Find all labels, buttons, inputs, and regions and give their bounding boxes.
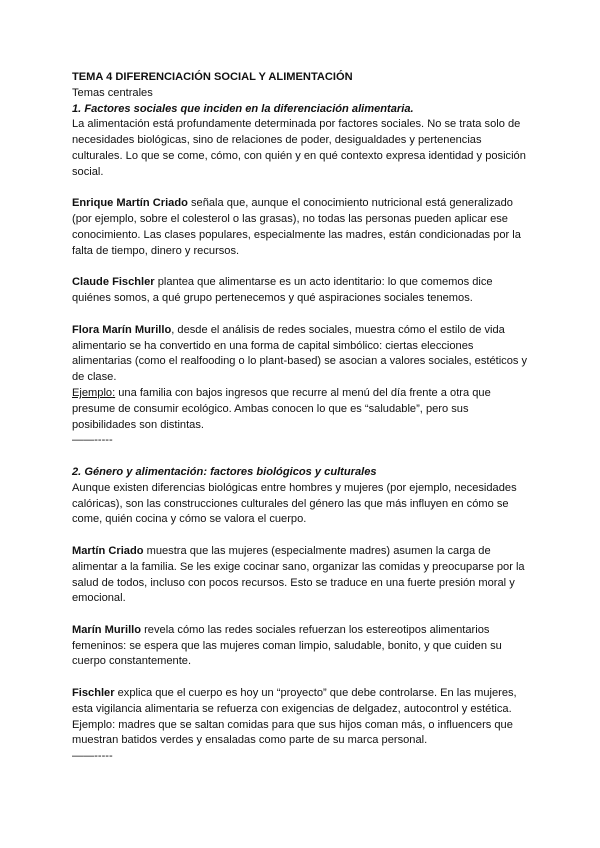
section-1-paragraph-criado <box>72 196 532 259</box>
section-2-paragraph-criado <box>72 544 532 607</box>
section-2-paragraph-marin <box>72 623 532 670</box>
example-label: Ejemplo: <box>72 386 116 399</box>
author-name: Marín Murillo <box>72 623 142 636</box>
author-name: Claude Fischler <box>72 276 155 289</box>
author-name: Martín Criado <box>72 544 144 557</box>
paragraph-text: revela cómo las redes sociales refuerzan los estereotipos alimentarios femeninos: se espera que las mujeres coman limpio, saludable, bonito, y que cuiden su cuerpo constantemente. <box>72 623 502 668</box>
paragraph-text: explica que el cuerpo es hoy un “proyecto” que debe controlarse. En las mujeres, esta vigilancia alimentaria se refuerza con exigencias de delgadez, autocontrol y estética. <box>72 687 517 715</box>
author-name: Enrique Martín Criado <box>72 197 188 210</box>
section-2-example: Ejemplo: madres que se saltan comidas para que sus hijos coman más, o influencers que muestran batidos verdes y ensaladas como parte de su marca personal. <box>72 718 513 747</box>
section-divider: ——----- <box>72 434 113 447</box>
author-name: Flora Marín Murillo <box>72 323 172 336</box>
paragraph-text: , desde el análisis de redes sociales, muestra cómo el estilo de vida alimentario se ha convertido en una forma de capital simbólico: ciertas elecciones alimentarias (como el realfooding o lo plant-based) se asocian a valores sociales, estéticos y de clase. <box>72 323 528 384</box>
section-1-heading: 1. Factores sociales que inciden en la diferenciación alimentaria. <box>72 102 414 115</box>
document-subtitle: Temas centrales <box>72 86 153 99</box>
section-1-intro: La alimentación está profundamente determinada por factores sociales. No se trata solo de necesidades biológicas, sino de relaciones de poder, desigualdades y pertenencias culturales. Lo que se come, cómo, con quién y en qué contexto expresa identidad y posición social. <box>72 118 526 178</box>
section-divider: ——----- <box>72 750 113 763</box>
section-1-paragraph-fischler <box>72 275 532 307</box>
example-text: una familia con bajos ingresos que recurre al menú del día frente a otra que presume de consumir ecológico. Ambas conocen lo que es “saludable”, pero sus posibilidades son distintas. <box>72 386 491 431</box>
paragraph-text: muestra que las mujeres (especialmente madres) asumen la carga de alimentar a la familia. Se les exige cocinar sano, organizar las comidas y preocuparse por la salud de todos, incluso con pocos recursos. Esto se traduce en una fuerte presión moral y emocional. <box>72 544 525 605</box>
paragraph-text: señala que, aunque el conocimiento nutricional está generalizado (por ejemplo, sobre el colesterol o las grasas), no todas las personas pueden aplicar ese conocimiento. Las clases populares, especialmente las madres, están condicionadas por la falta de tiempo, dinero y recursos. <box>72 197 521 257</box>
section-2-paragraph-fischler <box>72 686 532 718</box>
author-name: Fischler <box>72 687 115 700</box>
paragraph-text: plantea que alimentarse es un acto identitario: lo que comemos dice quiénes somos, a qué grupo pertenecemos y qué aspiraciones sociales tenemos. <box>72 276 493 305</box>
section-2-heading: 2. Género y alimentación: factores biológicos y culturales <box>72 465 377 478</box>
section-2-intro: Aunque existen diferencias biológicas entre hombres y mujeres (por ejemplo, necesidades calóricas), son las construcciones culturales del género las que más influyen en cómo se come, quién cocina y cómo se valora el cuerpo. <box>72 481 517 526</box>
document-title: TEMA 4 DIFERENCIACIÓN SOCIAL Y ALIMENTACIÓN <box>72 71 353 83</box>
section-1-paragraph-marin <box>72 323 532 386</box>
document-body <box>72 70 532 765</box>
section-1-example <box>72 386 532 433</box>
